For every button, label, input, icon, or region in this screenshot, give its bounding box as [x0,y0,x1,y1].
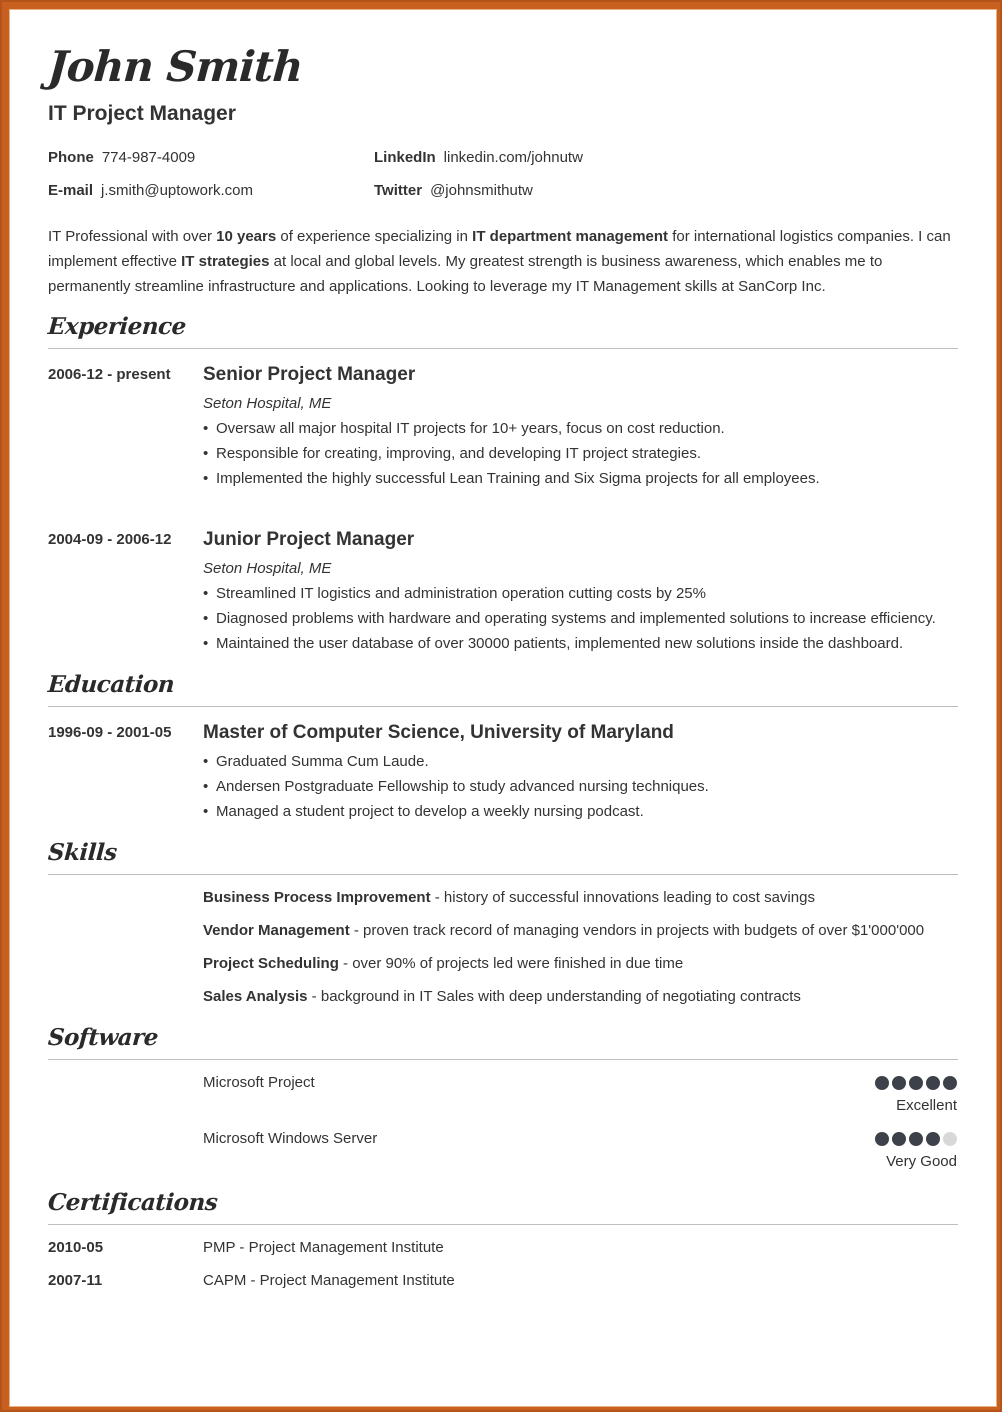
rating-dot-filled [892,1132,906,1146]
software-level: Excellent [896,1097,957,1114]
education-dates: 1996-09 - 2001-05 [48,724,172,741]
software-level: Very Good [886,1153,957,1170]
section-divider [48,706,958,707]
rating-dot-filled [909,1076,923,1090]
linkedin-label: LinkedIn [374,149,436,166]
skill-item [203,988,801,1005]
skill-description: - over 90% of projects led were finished in due time [338,955,684,972]
certification-date: 2007-11 [48,1272,103,1289]
software-name: Microsoft Project [203,1074,315,1091]
contact-phone [48,149,195,166]
list-item: • Streamlined IT logistics and administration operation cutting costs by 25% [203,581,936,606]
job-bullets [203,581,936,656]
section-divider [48,348,958,349]
email-label: E-mail [48,182,94,199]
section-divider [48,874,958,875]
list-item: • Graduated Summa Cum Laude. [203,749,709,774]
resume-page [9,9,997,1407]
skill-description: - background in IT Sales with deep understanding of negotiating contracts [307,988,801,1005]
rating-dot-filled [875,1076,889,1090]
list-item: • Maintained the user database of over 30000 patients, implemented new solutions inside the dashboard. [203,631,936,656]
contact-email [48,182,253,199]
twitter-label: Twitter [374,182,423,199]
list-item: • Oversaw all major hospital IT projects for 10+ years, focus on cost reduction. [203,416,820,441]
section-title-software: Software [47,1024,159,1051]
job-dates: 2006-12 - present [48,366,171,383]
rating-dot-filled [926,1076,940,1090]
job-organization: Seton Hospital, ME [203,560,332,577]
phone-value: 774-987-4009 [101,149,196,166]
job-organization: Seton Hospital, ME [203,395,332,412]
job-title: Junior Project Manager [203,529,415,550]
education-title: Master of Computer Science, University of Maryland [203,722,674,743]
section-divider [48,1224,958,1225]
skill-description: - history of successful innovations leading to cost savings [430,889,815,906]
list-item: • Andersen Postgraduate Fellowship to study advanced nursing techniques. [203,774,709,799]
certification-date: 2010-05 [48,1239,104,1256]
rating-dot-filled [909,1132,923,1146]
twitter-value[interactable]: @johnsmithutw [430,182,533,199]
section-title-skills: Skills [47,839,118,866]
rating-dot-filled [875,1132,889,1146]
software-name: Microsoft Windows Server [203,1130,378,1147]
contact-linkedin [374,149,583,166]
skill-name: Vendor Management [203,922,350,939]
list-item: • Responsible for creating, improving, and developing IT project strategies. [203,441,820,466]
skill-name: Project Scheduling [203,955,339,972]
list-item: • Implemented the highly successful Lean Training and Six Sigma projects for all employees. [203,466,820,491]
skill-item [203,922,924,939]
section-title-certifications: Certifications [47,1189,219,1216]
job-title: Senior Project Manager [203,364,416,385]
skill-name: Business Process Improvement [203,889,431,906]
phone-label: Phone [48,149,94,166]
skill-item [203,889,815,906]
software-rating [875,1132,957,1146]
job-dates: 2004-09 - 2006-12 [48,531,172,548]
contact-twitter [374,182,533,199]
linkedin-value[interactable]: linkedin.com/johnutw [443,149,583,166]
candidate-name: John Smith [46,42,304,91]
section-title-education: Education [47,671,176,698]
skill-item [203,955,683,972]
section-title-experience: Experience [47,313,187,340]
email-value[interactable]: j.smith@uptowork.com [101,182,253,199]
rating-dot-filled [926,1132,940,1146]
list-item: • Managed a student project to develop a weekly nursing podcast. [203,799,709,824]
job-bullets [203,416,820,491]
candidate-role: IT Project Manager [48,102,236,125]
skill-name: Sales Analysis [203,988,308,1005]
section-divider [48,1059,958,1060]
list-item: • Diagnosed problems with hardware and operating systems and implemented solutions to increase efficiency. [203,606,936,631]
education-bullets [203,749,709,824]
rating-dot-filled [892,1076,906,1090]
software-rating [875,1076,957,1090]
profile-summary: IT Professional with over 10 years of experience specializing in IT department management for international logistics companies. I can implement effective IT strategies at local and global levels. My greatest strength is business awareness, which enables me to permanently streamline infrastructure and applications. Looking to leverage my IT Management skills at SanCorp Inc. [48,228,951,295]
certification-name: CAPM - Project Management Institute [203,1272,455,1289]
skill-description: - proven track record of managing vendors in projects with budgets of over $1'000'000 [349,922,925,939]
certification-name: PMP - Project Management Institute [203,1239,444,1256]
rating-dot-filled [943,1076,957,1090]
rating-dot-empty [943,1132,957,1146]
